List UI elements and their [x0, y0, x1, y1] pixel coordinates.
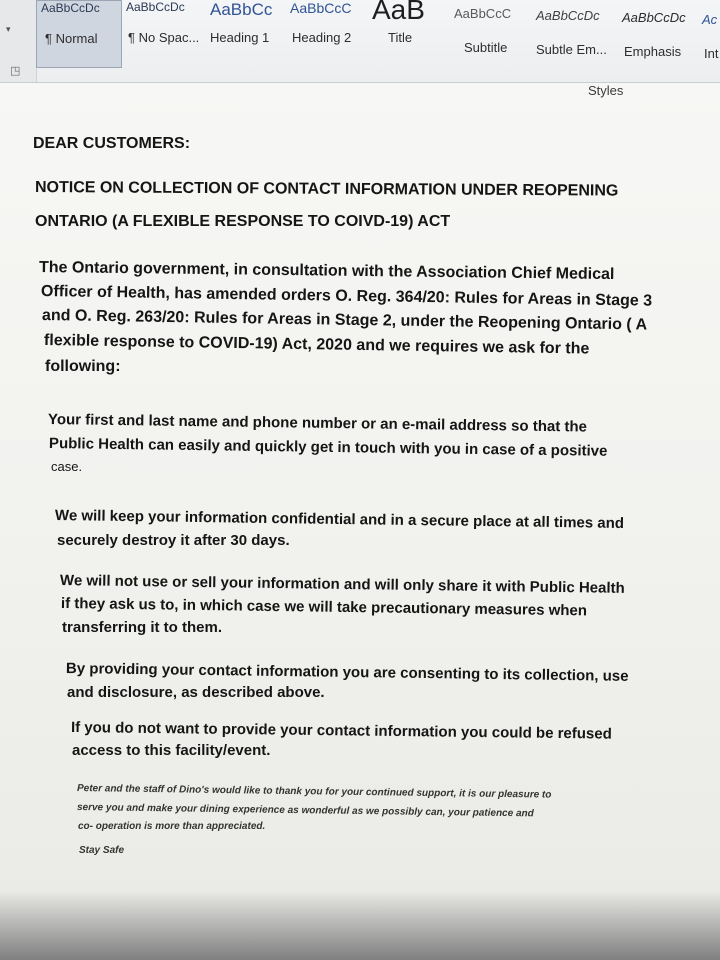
- style-name: Heading 1: [210, 30, 270, 45]
- style-preview: AaBbCcDc: [536, 8, 600, 23]
- thanks-line: serve you and make your dining experience as wonderful as we possibly can, your patience and: [76, 802, 534, 820]
- style-name: Heading 2: [292, 30, 352, 45]
- contact-info-line: Your first and last name and phone number or an e-mail address so that the: [47, 411, 588, 436]
- styles-group-label: Styles: [588, 83, 624, 98]
- ribbon-styles-gallery: [0, 0, 720, 83]
- document-page[interactable]: [0, 83, 720, 960]
- style-subtle-emphasis[interactable]: [532, 0, 618, 66]
- style-name: Int: [704, 46, 719, 61]
- style-title[interactable]: [368, 0, 448, 66]
- intro-line: Officer of Health, has amended orders O. Reg. 364/20: Rules for Areas in Stage 3: [40, 283, 653, 310]
- thanks-line: Peter and the staff of Dino's would like to thank you for your continued support, it is our pleasure to: [76, 783, 552, 801]
- refusal-line: access to this facility/event.: [72, 742, 271, 759]
- style-preview: AaBbCc: [210, 0, 273, 19]
- style-name: Emphasis: [624, 44, 682, 59]
- confidential-line: We will keep your information confidential and in a secure place at all times and: [54, 507, 625, 532]
- style-normal[interactable]: [36, 0, 122, 68]
- contact-info-line: Public Health can easily and quickly get in touch with you in case of a positive: [48, 435, 608, 460]
- share-info-line: if they ask us to, in which case we will take precautionary measures when: [60, 595, 588, 620]
- signoff: Stay Safe: [79, 845, 125, 856]
- consent-line: By providing your contact information you are consenting to its collection, use: [65, 660, 629, 685]
- style-preview: AaBbCcC: [454, 6, 512, 21]
- style-name: ¶ Normal: [45, 31, 98, 46]
- style-no-spacing[interactable]: [122, 0, 206, 66]
- style-preview: AaBbCcC: [290, 0, 352, 16]
- contact-info-line: case.: [51, 459, 83, 474]
- style-name: Subtle Em...: [536, 42, 607, 57]
- style-name: Subtitle: [464, 40, 508, 55]
- style-emphasis[interactable]: [618, 0, 702, 66]
- share-info-line: We will not use or sell your information and will only share it with Public Health: [59, 572, 625, 597]
- intro-line: following:: [45, 358, 121, 375]
- style-preview: AaBbCcDc: [126, 0, 185, 14]
- dropdown-arrow-icon[interactable]: ▾: [6, 24, 11, 34]
- style-preview: Ac: [702, 12, 718, 27]
- style-name: ¶ No Spac...: [128, 30, 200, 45]
- intro-line: The Ontario government, in consultation with the Association Chief Medical: [38, 259, 615, 284]
- dialog-launcher-icon[interactable]: ◳: [10, 65, 21, 77]
- confidential-line: securely destroy it after 30 days.: [57, 532, 290, 549]
- style-preview: AaBbCcDc: [41, 1, 100, 15]
- refusal-line: If you do not want to provide your contact information you could be refused: [70, 719, 612, 743]
- style-subtitle[interactable]: [450, 0, 530, 66]
- share-info-line: transferring it to them.: [62, 619, 223, 636]
- style-heading-1[interactable]: [206, 0, 286, 66]
- consent-line: and disclosure, as described above.: [67, 684, 325, 701]
- intro-line: flexible response to COVID-19) Act, 2020 and we requires we ask for the: [43, 332, 590, 358]
- style-preview: AaB: [372, 0, 425, 25]
- notice-title-line: ONTARIO (A FLEXIBLE RESPONSE TO COIVD-19) ACT: [35, 213, 451, 230]
- intro-line: and O. Reg. 263/20: Rules for Areas in Stage 2, under the Reopening Ontario ( A: [41, 307, 648, 334]
- salutation: DEAR CUSTOMERS:: [33, 135, 191, 152]
- ribbon-left-strip: [0, 0, 37, 82]
- thanks-line: co- operation is more than appreciated.: [78, 821, 266, 832]
- style-preview: AaBbCcDc: [622, 10, 686, 25]
- notice-title-line: NOTICE ON COLLECTION OF CONTACT INFORMATION UNDER REOPENING: [34, 179, 619, 200]
- style-name: Title: [388, 30, 413, 45]
- style-heading-2[interactable]: [286, 0, 370, 66]
- style-intense-emphasis[interactable]: [700, 0, 720, 66]
